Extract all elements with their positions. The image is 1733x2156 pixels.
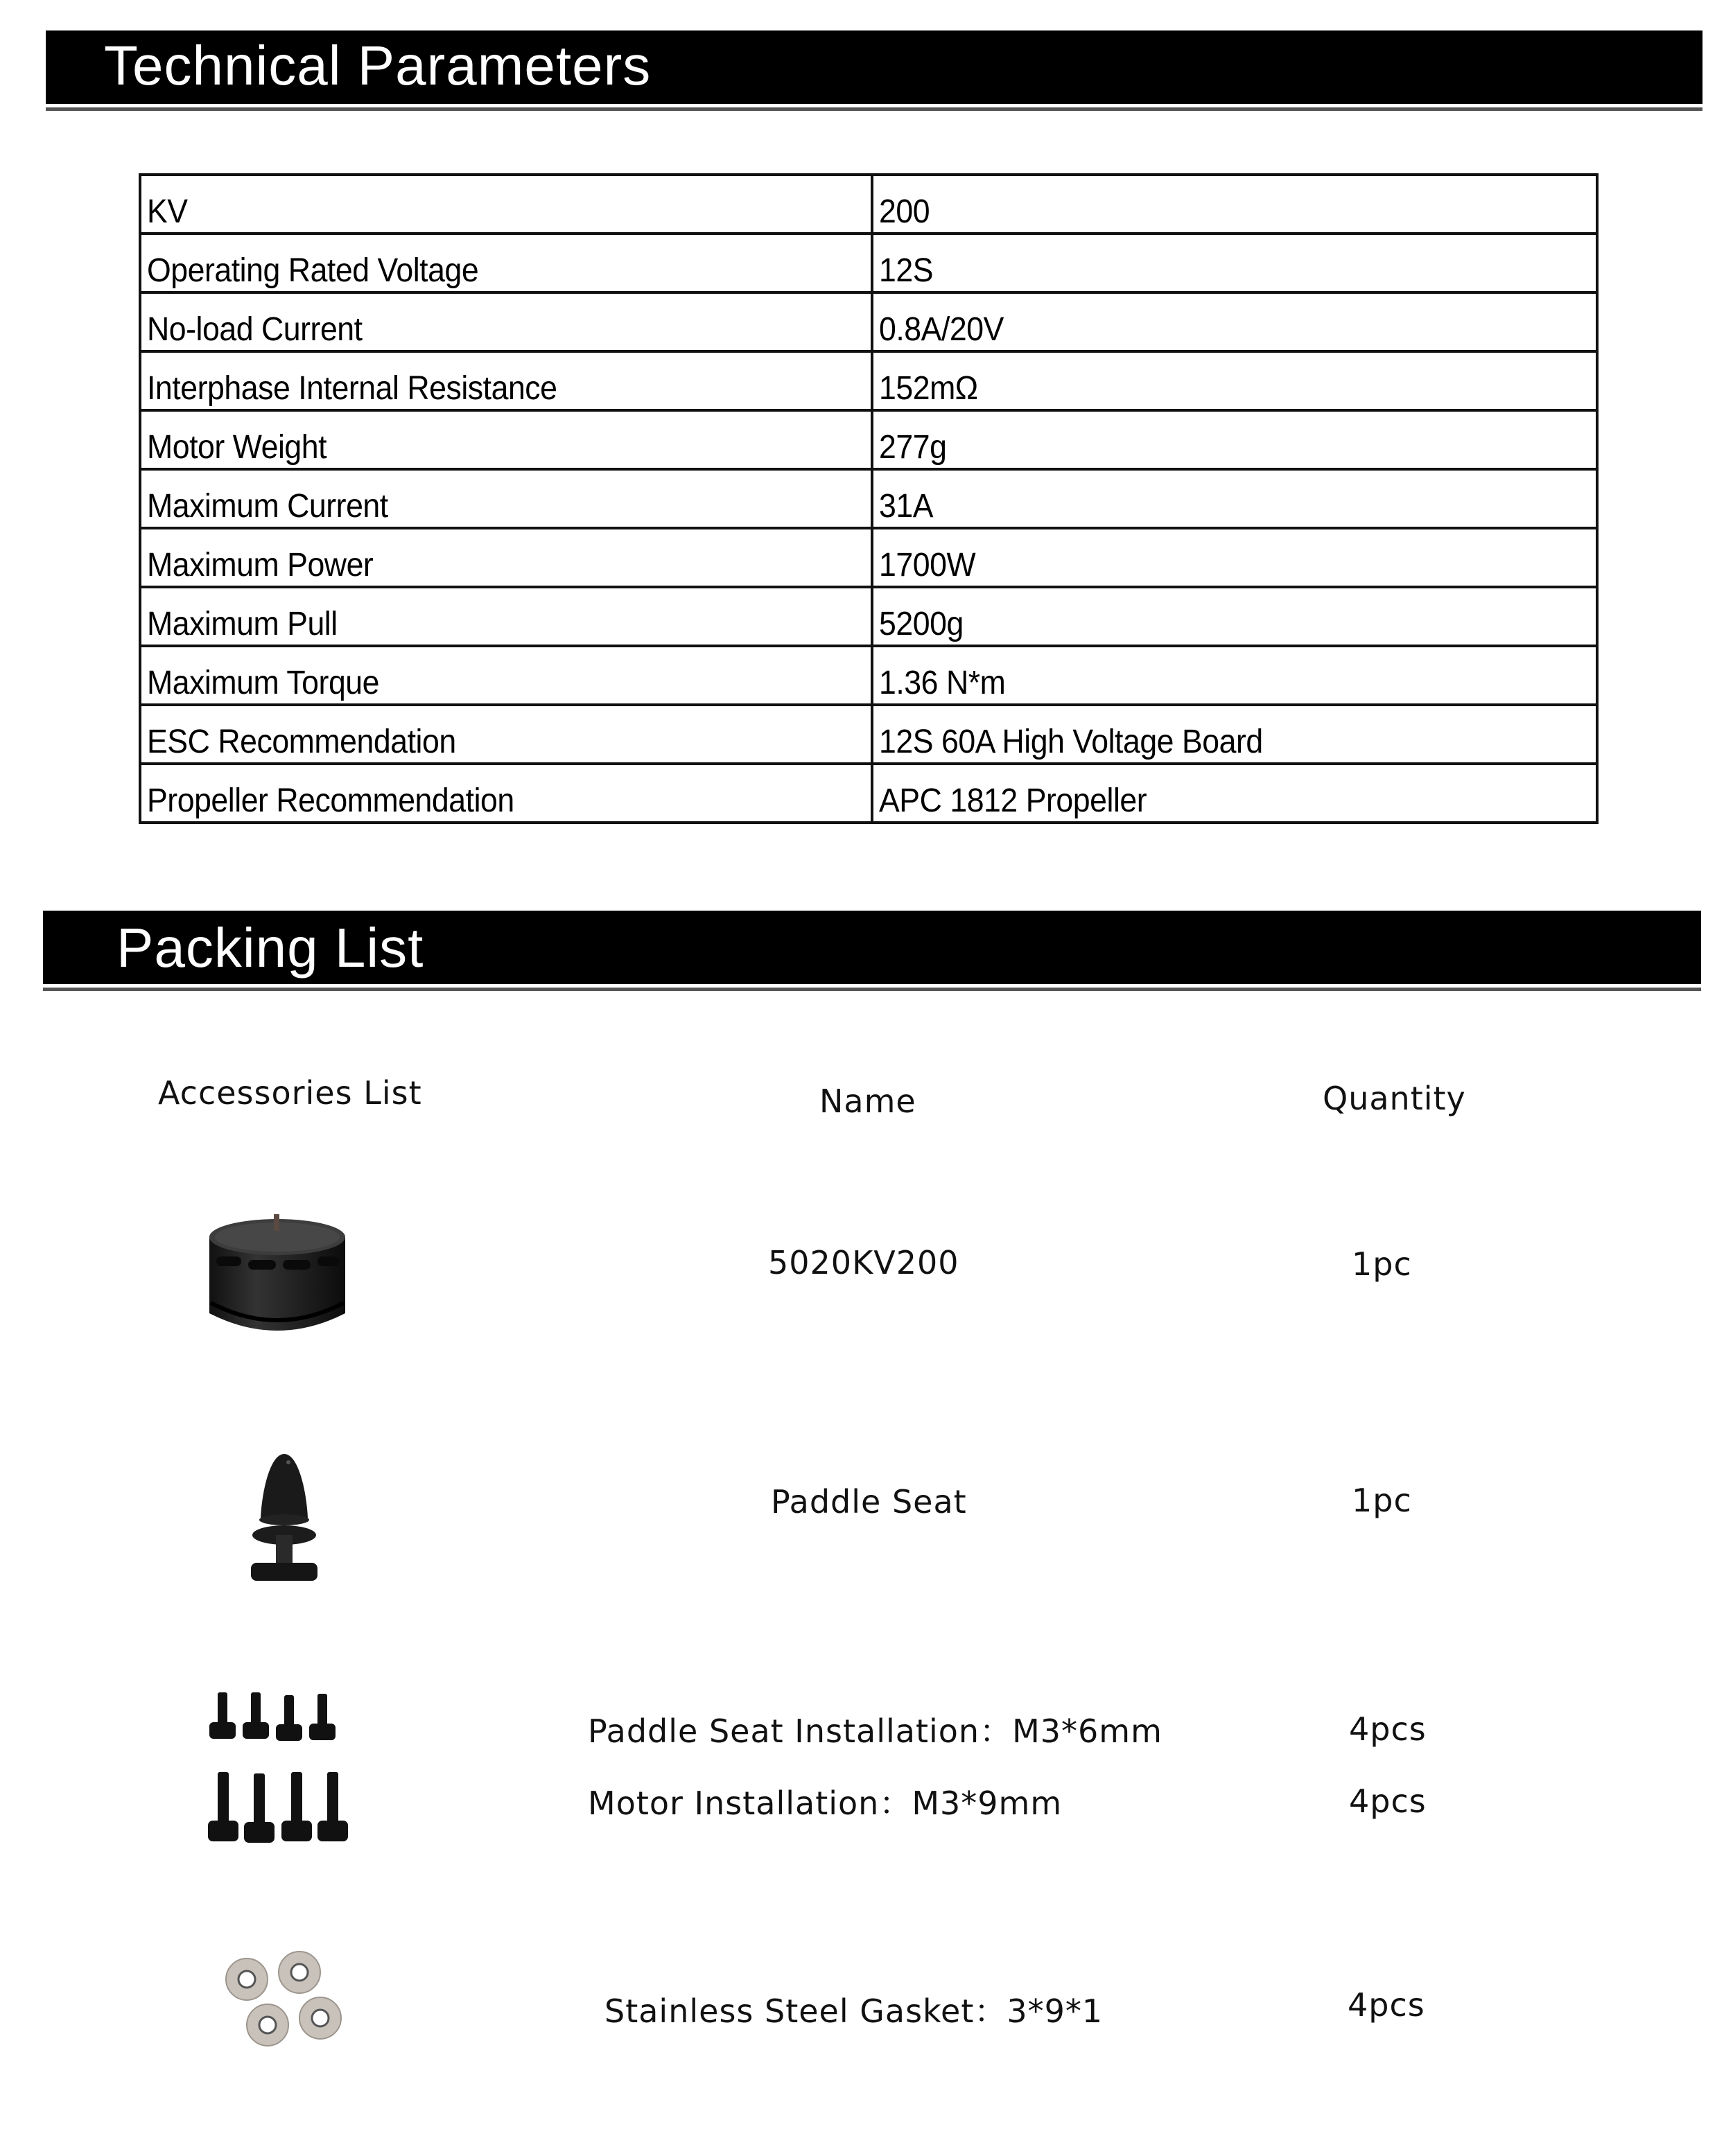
short-screws-icon (208, 1691, 367, 1746)
technical-parameters-title: Technical Parameters (104, 35, 652, 96)
param-value: 5200g (872, 587, 1597, 646)
param-label: KV (140, 175, 872, 234)
param-value: 1700W (872, 528, 1597, 587)
item-name: Paddle Seat (771, 1483, 967, 1520)
table-row (140, 587, 1597, 646)
item-quantity: 4pcs (1349, 1782, 1427, 1820)
table-row (140, 410, 1597, 469)
washers-icon (222, 1947, 354, 2051)
param-value: 31A (872, 469, 1597, 528)
long-screws-icon (208, 1771, 367, 1847)
header-underline (46, 107, 1702, 111)
packing-list-header (43, 911, 1701, 984)
item-name: 5020KV200 (768, 1244, 959, 1281)
quantity-header: Quantity (1323, 1080, 1466, 1117)
table-row (140, 351, 1597, 410)
param-label: ESC Recommendation (140, 705, 872, 764)
table-row (140, 528, 1597, 587)
item-quantity: 4pcs (1349, 1710, 1427, 1748)
table-row (140, 234, 1597, 292)
param-value: APC 1812 Propeller (872, 764, 1597, 823)
item-quantity: 1pc (1352, 1245, 1412, 1283)
table-row (140, 646, 1597, 705)
motor-icon (201, 1199, 354, 1344)
param-value: 277g (872, 410, 1597, 469)
param-value: 0.8A/20V (872, 292, 1597, 351)
param-label: Propeller Recommendation (140, 764, 872, 823)
table-row (140, 175, 1597, 234)
param-label: No-load Current (140, 292, 872, 351)
name-header: Name (819, 1083, 916, 1120)
param-value: 200 (872, 175, 1597, 234)
table-row (140, 705, 1597, 764)
item-quantity: 4pcs (1348, 1986, 1425, 2024)
packing-list-title: Packing List (116, 917, 424, 979)
header-underline (43, 988, 1701, 991)
accessories-list-header: Accessories List (158, 1074, 422, 1112)
table-row (140, 764, 1597, 823)
item-name: Stainless Steel Gasket：3*9*1 (604, 1992, 1104, 2030)
param-value: 152mΩ (872, 351, 1597, 410)
param-label: Motor Weight (140, 410, 872, 469)
param-label: Operating Rated Voltage (140, 234, 872, 292)
param-value: 1.36 N*m (872, 646, 1597, 705)
technical-parameters-header (46, 30, 1702, 104)
param-label: Interphase Internal Resistance (140, 351, 872, 410)
table-row (140, 469, 1597, 528)
param-label: Maximum Torque (140, 646, 872, 705)
paddle-seat-icon (243, 1448, 326, 1587)
param-value: 12S 60A High Voltage Board (872, 705, 1597, 764)
item-quantity: 1pc (1352, 1482, 1412, 1519)
param-value: 12S (872, 234, 1597, 292)
item-name: Paddle Seat Installation：M3*6mm (588, 1712, 1162, 1750)
technical-parameters-table (139, 173, 1599, 824)
param-label: Maximum Power (140, 528, 872, 587)
table-row (140, 292, 1597, 351)
param-label: Maximum Current (140, 469, 872, 528)
item-name: Motor Installation：M3*9mm (588, 1785, 1063, 1822)
param-label: Maximum Pull (140, 587, 872, 646)
